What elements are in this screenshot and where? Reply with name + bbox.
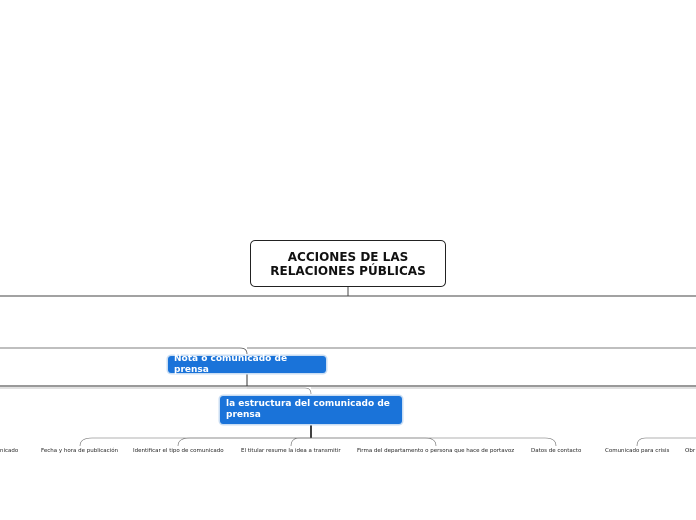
leaf-connector-fecha bbox=[80, 438, 311, 446]
leaf-node-datos[interactable]: Datos de contacto bbox=[531, 448, 582, 454]
leaf-node-fecha[interactable]: Fecha y hora de publicación bbox=[41, 448, 119, 454]
estructura-branch bbox=[247, 388, 311, 394]
root-title: ACCIONES DE LAS RELACIONES PÚBLICAS bbox=[270, 249, 426, 278]
leaf-connector-firma bbox=[311, 438, 436, 446]
leaf-node-crisis[interactable]: Comunicado para crisis bbox=[605, 448, 670, 454]
node-estructura-label: la estructura del comunicado de prensa bbox=[226, 399, 390, 420]
leaf-connector-crisis bbox=[637, 438, 696, 446]
leaf-connector-titular bbox=[291, 438, 311, 446]
leaf-connector-datos bbox=[311, 438, 556, 446]
leaf-node-cut-left[interactable]: nicado bbox=[0, 448, 19, 454]
leaf-node-cut-right[interactable]: Obr bbox=[685, 448, 696, 454]
leaf-node-identificar[interactable]: Identificar el tipo de comunicado bbox=[133, 448, 224, 454]
leaf-node-titular[interactable]: El titular resume la idea a transmitir bbox=[241, 448, 341, 454]
root-node[interactable] bbox=[250, 240, 446, 287]
node-estructura-comunicado[interactable] bbox=[220, 396, 402, 424]
nota-branch bbox=[0, 348, 696, 354]
node-nota-label: Nota o comunicado de prensa bbox=[174, 353, 288, 375]
node-nota-comunicado[interactable] bbox=[168, 353, 326, 375]
leaf-node-firma[interactable]: Firma del departamento o persona que hace de portavoz bbox=[357, 448, 515, 454]
